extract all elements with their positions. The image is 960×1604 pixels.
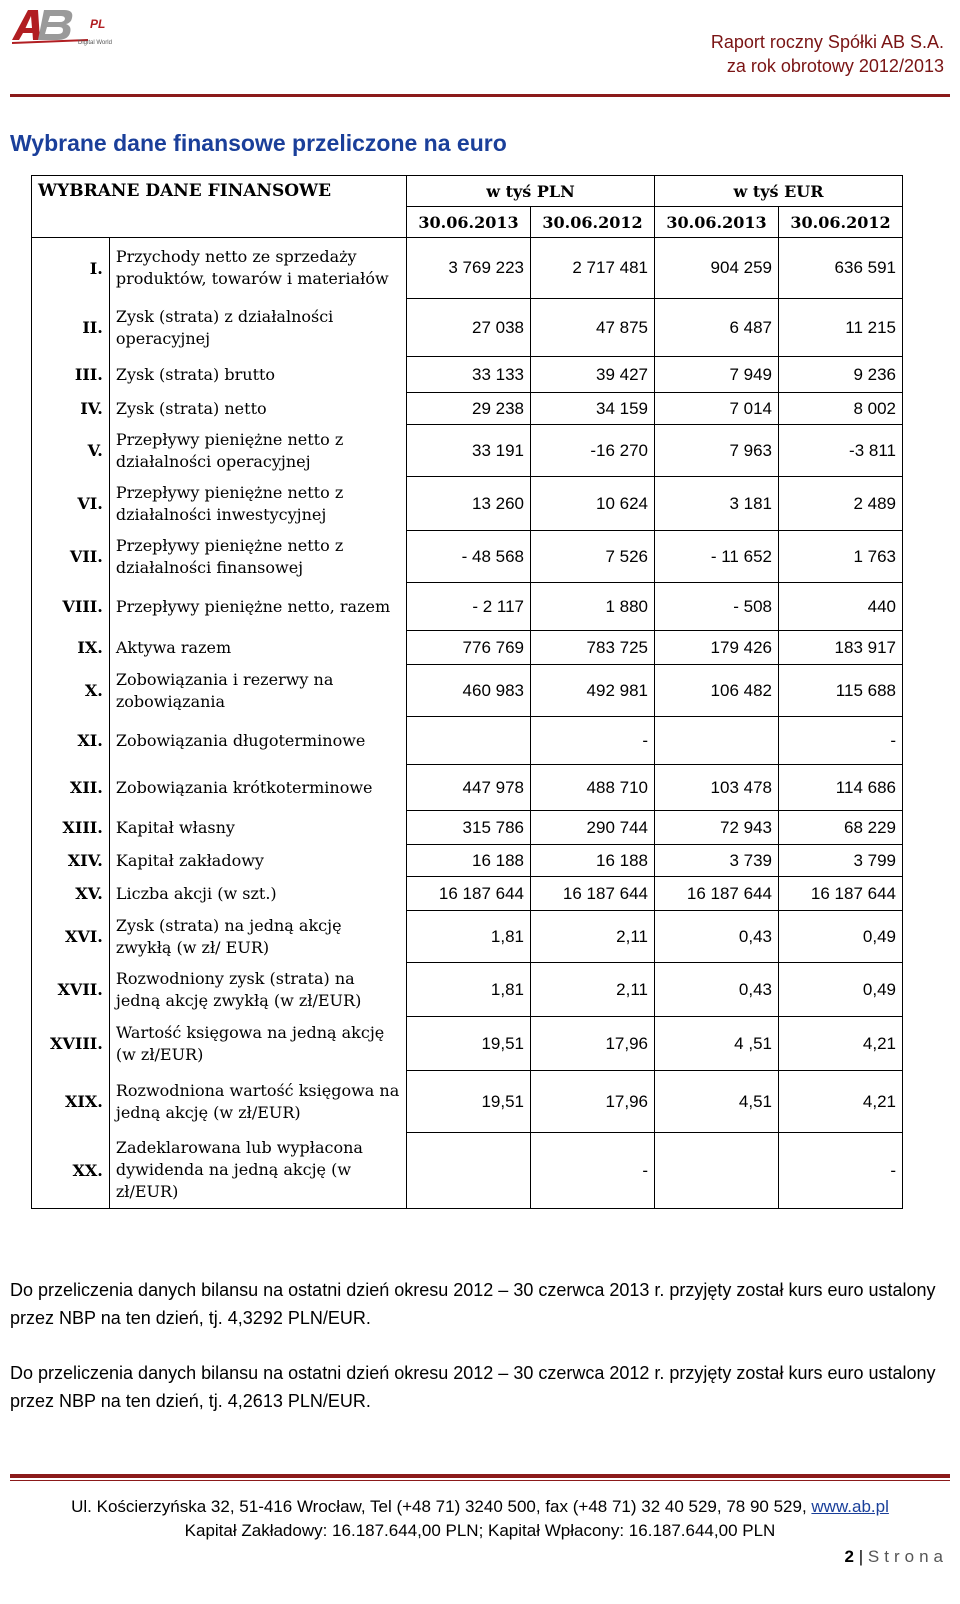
row-number: XI. — [32, 717, 110, 765]
report-title-line1: Raport roczny Spółki AB S.A. — [710, 32, 944, 52]
value-cell: 183 917 — [778, 631, 902, 665]
value-cell: 115 688 — [778, 665, 902, 717]
value-cell: 27 038 — [407, 299, 531, 357]
table-row — [32, 531, 903, 583]
value-cell: 904 259 — [655, 238, 779, 299]
footer-address: Ul. Kościerzyńska 32, 51-416 Wrocław, Tel (+48 71) 3240 500, fax (+48 71) 32 40 529, 78 90 529, — [71, 1497, 807, 1516]
row-number: XVI. — [32, 911, 110, 963]
table-row — [32, 911, 903, 963]
value-cell: 6 487 — [655, 299, 779, 357]
report-title-line2: za rok obrotowy 2012/2013 — [726, 56, 944, 76]
value-cell: 16 187 644 — [655, 877, 779, 911]
row-number: XIX. — [32, 1071, 110, 1133]
value-cell: 2,11 — [531, 911, 655, 963]
row-number: IX. — [32, 631, 110, 665]
footer-divider-thin — [10, 1480, 950, 1481]
value-cell: 3 769 223 — [407, 238, 531, 299]
table-row — [32, 963, 903, 1017]
date-header: 30.06.2012 — [531, 207, 655, 238]
table-row — [32, 583, 903, 631]
value-cell: 17,96 — [531, 1071, 655, 1133]
row-number: II. — [32, 299, 110, 357]
row-number: XII. — [32, 765, 110, 811]
row-number: XV. — [32, 877, 110, 911]
row-label: Przychody netto ze sprzedaży produktów, towarów i materiałów — [109, 238, 406, 299]
ab-logo-icon — [10, 6, 130, 46]
value-cell: 440 — [778, 583, 902, 631]
row-label: Rozwodniona wartość księgowa na jedną akcję (w zł/EUR) — [109, 1071, 406, 1133]
value-cell: 0,43 — [655, 911, 779, 963]
table-row — [32, 357, 903, 393]
value-cell: 2 717 481 — [531, 238, 655, 299]
row-number: I. — [32, 238, 110, 299]
value-cell: 13 260 — [407, 477, 531, 531]
row-label: Zysk (strata) netto — [109, 393, 406, 425]
row-number: X. — [32, 665, 110, 717]
row-label: Liczba akcji (w szt.) — [109, 877, 406, 911]
value-cell: 636 591 — [778, 238, 902, 299]
row-number: VI. — [32, 477, 110, 531]
row-label: Przepływy pieniężne netto z działalności inwestycyjnej — [109, 477, 406, 531]
table-row — [32, 877, 903, 911]
table-body — [32, 238, 903, 1209]
value-cell: 16 188 — [531, 845, 655, 877]
page-number — [845, 1547, 948, 1567]
value-cell: 460 983 — [407, 665, 531, 717]
value-cell: 11 215 — [778, 299, 902, 357]
row-label: Przepływy pieniężne netto z działalności finansowej — [109, 531, 406, 583]
value-cell: 10 624 — [531, 477, 655, 531]
row-label: Kapitał własny — [109, 811, 406, 845]
row-label: Przepływy pieniężne netto z działalności operacyjnej — [109, 425, 406, 477]
value-cell: 290 744 — [531, 811, 655, 845]
value-cell: 114 686 — [778, 765, 902, 811]
table-row — [32, 1071, 903, 1133]
value-cell: 783 725 — [531, 631, 655, 665]
value-cell: 1 880 — [531, 583, 655, 631]
value-cell: 16 187 644 — [778, 877, 902, 911]
table-row — [32, 665, 903, 717]
row-number: XIV. — [32, 845, 110, 877]
value-cell: - — [778, 1133, 902, 1209]
value-cell: - 48 568 — [407, 531, 531, 583]
table-row — [32, 1133, 903, 1209]
row-label: Kapitał zakładowy — [109, 845, 406, 877]
value-cell: 16 187 644 — [407, 877, 531, 911]
value-cell: 3 181 — [655, 477, 779, 531]
value-cell: - 2 117 — [407, 583, 531, 631]
value-cell: 4 ,51 — [655, 1017, 779, 1071]
row-label: Wartość księgowa na jedną akcję (w zł/EUR) — [109, 1017, 406, 1071]
value-cell: 16 187 644 — [531, 877, 655, 911]
row-label: Zobowiązania krótkoterminowe — [109, 765, 406, 811]
eur-group-header: w tyś EUR — [655, 176, 903, 207]
value-cell: -16 270 — [531, 425, 655, 477]
date-header: 30.06.2013 — [655, 207, 779, 238]
table-row — [32, 425, 903, 477]
row-label: Zobowiązania długoterminowe — [109, 717, 406, 765]
section-title: Wybrane dane finansowe przeliczone na euro — [10, 130, 507, 156]
footer-divider — [10, 1474, 950, 1478]
value-cell: 33 133 — [407, 357, 531, 393]
table-title: WYBRANE DANE FINANSOWE — [32, 176, 407, 207]
value-cell: - 11 652 — [655, 531, 779, 583]
value-cell: 776 769 — [407, 631, 531, 665]
row-label: Zysk (strata) z działalności operacyjnej — [109, 299, 406, 357]
svg-text:PL: PL — [90, 17, 106, 31]
svg-text:Digital World: Digital World — [78, 40, 112, 46]
value-cell: 1 763 — [778, 531, 902, 583]
value-cell: 68 229 — [778, 811, 902, 845]
value-cell: 3 739 — [655, 845, 779, 877]
value-cell: - 508 — [655, 583, 779, 631]
value-cell: 7 949 — [655, 357, 779, 393]
value-cell: 1,81 — [407, 911, 531, 963]
value-cell: 17,96 — [531, 1017, 655, 1071]
row-label: Zysk (strata) brutto — [109, 357, 406, 393]
value-cell: 2,11 — [531, 963, 655, 1017]
row-number: XVIII. — [32, 1017, 110, 1071]
row-number: XIII. — [32, 811, 110, 845]
value-cell: - — [531, 1133, 655, 1209]
value-cell: 315 786 — [407, 811, 531, 845]
value-cell: 7 526 — [531, 531, 655, 583]
table-row — [32, 299, 903, 357]
row-label: Zadeklarowana lub wypłacona dywidenda na jedną akcję (w zł/EUR) — [109, 1133, 406, 1209]
value-cell: 3 799 — [778, 845, 902, 877]
value-cell: 0,49 — [778, 911, 902, 963]
row-label: Rozwodniony zysk (strata) na jedną akcję zwykłą (w zł/EUR) — [109, 963, 406, 1017]
value-cell — [407, 1133, 531, 1209]
value-cell: 4,51 — [655, 1071, 779, 1133]
value-cell: 492 981 — [531, 665, 655, 717]
table-row — [32, 845, 903, 877]
page-number-separator: | — [858, 1547, 864, 1566]
value-cell: 488 710 — [531, 765, 655, 811]
value-cell: 39 427 — [531, 357, 655, 393]
note-paragraph: Do przeliczenia danych bilansu na ostatni dzień okresu 2012 – 30 czerwca 2012 r. przyjęty został kurs euro ustalony przez NBP na ten dzień, tj. 4,2613 PLN/EUR. — [10, 1363, 936, 1411]
footer-address-line — [0, 1497, 960, 1517]
header-divider — [10, 94, 950, 97]
value-cell: 4,21 — [778, 1071, 902, 1133]
value-cell: 34 159 — [531, 393, 655, 425]
value-cell: 72 943 — [655, 811, 779, 845]
value-cell: -3 811 — [778, 425, 902, 477]
row-number: IV. — [32, 393, 110, 425]
value-cell — [407, 717, 531, 765]
pln-group-header: w tyś PLN — [407, 176, 655, 207]
table-row — [32, 717, 903, 765]
row-label: Aktywa razem — [109, 631, 406, 665]
value-cell — [655, 717, 779, 765]
table-row — [32, 765, 903, 811]
table-row — [32, 238, 903, 299]
value-cell: 179 426 — [655, 631, 779, 665]
value-cell: 447 978 — [407, 765, 531, 811]
value-cell: 103 478 — [655, 765, 779, 811]
value-cell: 0,43 — [655, 963, 779, 1017]
row-label: Przepływy pieniężne netto, razem — [109, 583, 406, 631]
value-cell: 19,51 — [407, 1017, 531, 1071]
value-cell: 0,49 — [778, 963, 902, 1017]
row-number: XX. — [32, 1133, 110, 1209]
row-label: Zysk (strata) na jedną akcję zwykłą (w zł/ EUR) — [109, 911, 406, 963]
note-paragraph: Do przeliczenia danych bilansu na ostatni dzień okresu 2012 – 30 czerwca 2013 r. przyjęty został kurs euro ustalony przez NBP na ten dzień, tj. 4,3292 PLN/EUR. — [10, 1280, 936, 1328]
row-number: XVII. — [32, 963, 110, 1017]
value-cell: 106 482 — [655, 665, 779, 717]
page-number-value: 2 — [844, 1547, 855, 1566]
table-row — [32, 811, 903, 845]
company-logo — [10, 6, 130, 46]
page-label: Strona — [867, 1547, 948, 1566]
value-cell: 7 014 — [655, 393, 779, 425]
value-cell: 9 236 — [778, 357, 902, 393]
value-cell: 29 238 — [407, 393, 531, 425]
value-cell: 47 875 — [531, 299, 655, 357]
report-title — [711, 30, 944, 78]
financial-data-table — [31, 175, 903, 1209]
value-cell: - — [778, 717, 902, 765]
row-number: V. — [32, 425, 110, 477]
table-row — [32, 1017, 903, 1071]
header-spacer — [32, 207, 407, 238]
table-row — [32, 477, 903, 531]
value-cell: 16 188 — [407, 845, 531, 877]
row-number: III. — [32, 357, 110, 393]
website-link[interactable]: www.ab.pl — [811, 1497, 889, 1516]
table-row — [32, 631, 903, 665]
value-cell: 33 191 — [407, 425, 531, 477]
row-number: VII. — [32, 531, 110, 583]
date-header: 30.06.2013 — [407, 207, 531, 238]
value-cell: 4,21 — [778, 1017, 902, 1071]
table-row — [32, 393, 903, 425]
value-cell: 2 489 — [778, 477, 902, 531]
value-cell: 7 963 — [655, 425, 779, 477]
value-cell: 8 002 — [778, 393, 902, 425]
value-cell: 1,81 — [407, 963, 531, 1017]
date-header: 30.06.2012 — [778, 207, 902, 238]
footer-capital: Kapitał Zakładowy: 16.187.644,00 PLN; Kapitał Wpłacony: 16.187.644,00 PLN — [184, 1521, 776, 1540]
value-cell: 19,51 — [407, 1071, 531, 1133]
row-number: VIII. — [32, 583, 110, 631]
value-cell: - — [531, 717, 655, 765]
row-label: Zobowiązania i rezerwy na zobowiązania — [109, 665, 406, 717]
value-cell — [655, 1133, 779, 1209]
